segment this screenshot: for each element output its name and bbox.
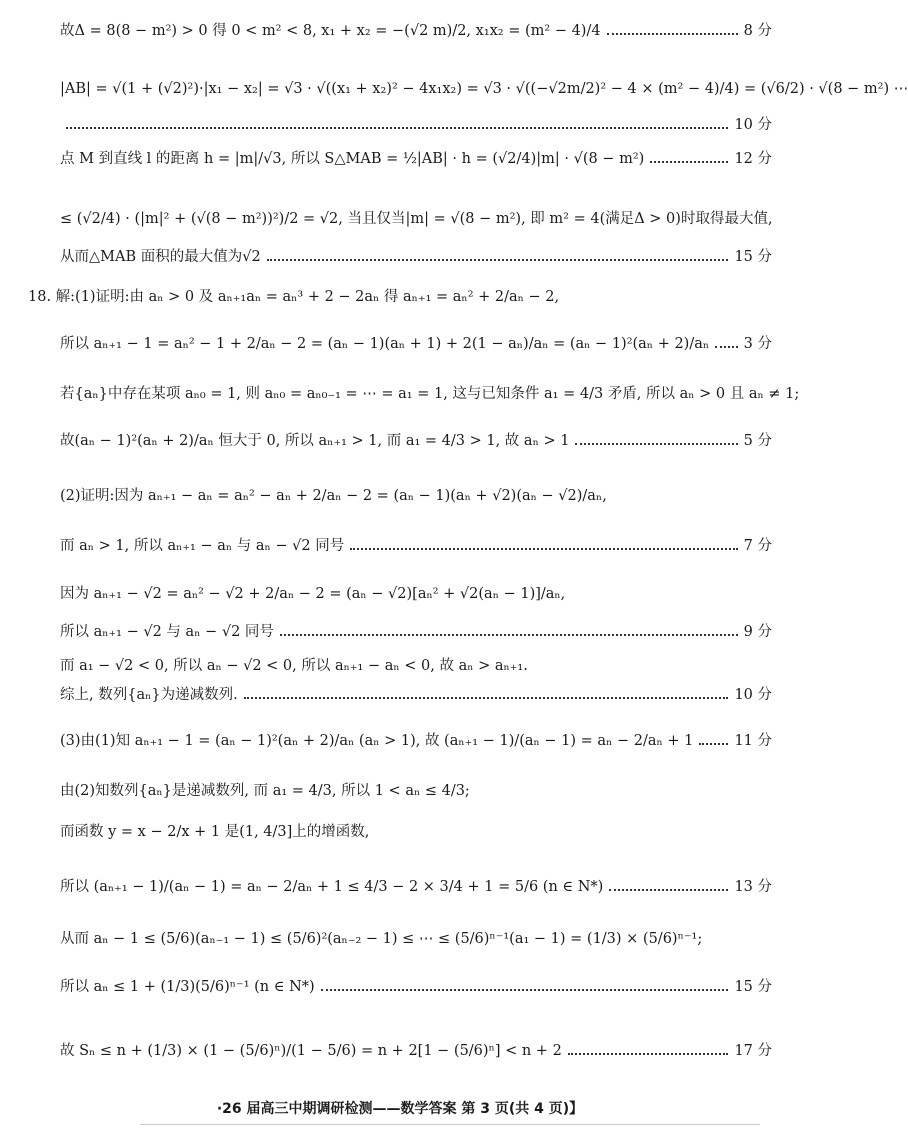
solution-line: [60, 248, 772, 266]
line-text: 若{aₙ}中存在某项 aₙ₀ = 1, 则 aₙ₀ = aₙ₀₋₁ = ⋯ = a₁ = 1, 这与已知条件 a₁ = 4/3 矛盾, 所以 aₙ > 0 且 aₙ ≠ 1;: [60, 386, 800, 402]
line-text: 故 Sₙ ≤ n + (1/3) × (1 − (5/6)ⁿ)/(1 − 5/6) = n + 2[1 − (5/6)ⁿ] < n + 2: [60, 1043, 562, 1059]
line-text: 所以 aₙ₊₁ − √2 与 aₙ − √2 同号: [60, 624, 274, 640]
dot-leader: [650, 161, 728, 163]
line-text: 所以 aₙ ≤ 1 + (1/3)(5/6)ⁿ⁻¹ (n ∈ N*): [60, 979, 315, 995]
line-text: 所以 (aₙ₊₁ − 1)/(aₙ − 1) = aₙ − 2/aₙ + 1 ≤ 4/3 − 2 × 3/4 + 1 = 5/6 (n ∈ N*): [60, 879, 604, 895]
line-text: (2)证明:因为 aₙ₊₁ − aₙ = aₙ² − aₙ + 2/aₙ − 2 = (aₙ − 1)(aₙ + √2)(aₙ − √2)/aₙ,: [60, 488, 607, 504]
dot-leader: [350, 548, 737, 550]
score-label: 3 分: [743, 336, 772, 352]
score-label: 11 分: [734, 733, 772, 749]
score-label: 8 分: [743, 23, 772, 39]
score-label: 12 分: [734, 151, 772, 167]
line-text: ≤ (√2/4) · (|m|² + (√(8 − m²))²)/2 = √2, 当且仅当|m| = √(8 − m²), 即 m² = 4(满足Δ > 0)时取得最大值,: [60, 211, 773, 227]
line-text: 故(aₙ − 1)²(aₙ + 2)/aₙ 恒大于 0, 所以 aₙ₊₁ > 1, 而 a₁ = 4/3 > 1, 故 aₙ > 1: [60, 433, 570, 449]
line-text: 从而△MAB 面积的最大值为√2: [60, 249, 261, 265]
solution-line: [60, 732, 772, 750]
solution-line: [60, 432, 772, 450]
score-label: 5 分: [743, 433, 772, 449]
line-text: 综上, 数列{aₙ}为递减数列.: [60, 687, 238, 703]
dot-leader: [568, 1053, 729, 1055]
dot-leader: [609, 889, 728, 891]
solution-line: [60, 878, 772, 896]
solution-line: [60, 22, 772, 40]
solution-line: [60, 823, 772, 841]
line-text: |AB| = √(1 + (√2)²)·|x₁ − x₂| = √3 · √((x₁ + x₂)² − 4x₁x₂) = √3 · √((−√2m/2)² − 4 × (m² − 4)/4) = (√6/2) · √(8 − m²) ⋯: [60, 81, 908, 97]
solution-line: [60, 657, 772, 675]
page-footer: ·26 届高三中期调研检测——数学答案 第 3 页(共 4 页)】: [216, 1101, 584, 1117]
dot-leader: [575, 443, 737, 445]
score-label: 15 分: [734, 249, 772, 265]
solution-line: [60, 385, 800, 403]
solution-line: [60, 537, 772, 555]
dot-leader: [280, 634, 738, 636]
solution-line: [60, 585, 772, 603]
line-text: 18. 解:(1)证明:由 aₙ > 0 及 aₙ₊₁aₙ = aₙ³ + 2 − 2aₙ 得 aₙ₊₁ = aₙ² + 2/aₙ − 2,: [28, 289, 560, 305]
line-text: 因为 aₙ₊₁ − √2 = aₙ² − √2 + 2/aₙ − 2 = (aₙ − √2)[aₙ² + √2(aₙ − 1)]/aₙ,: [60, 586, 566, 602]
line-text: 故Δ = 8(8 − m²) > 0 得 0 < m² < 8, x₁ + x₂ = −(√2 m)/2, x₁x₂ = (m² − 4)/4: [60, 23, 601, 39]
dot-leader: [66, 127, 728, 129]
score-label: 10 分: [734, 117, 772, 133]
solution-line: [60, 487, 772, 505]
solution-line: [60, 150, 772, 168]
dot-leader: [715, 346, 738, 348]
line-text: 从而 aₙ − 1 ≤ (5/6)(aₙ₋₁ − 1) ≤ (5/6)²(aₙ₋₂ − 1) ≤ ⋯ ≤ (5/6)ⁿ⁻¹(a₁ − 1) = (1/3) × (5/6)ⁿ⁻¹;: [60, 931, 703, 947]
score-label: 17 分: [734, 1043, 772, 1059]
solution-line: [60, 978, 772, 996]
solution-line: [60, 782, 772, 800]
line-text: 点 M 到直线 l 的距离 h = |m|/√3, 所以 S△MAB = ½|AB| · h = (√2/4)|m| · √(8 − m²): [60, 151, 645, 167]
line-text: 而函数 y = x − 2/x + 1 是(1, 4/3]上的增函数,: [60, 824, 370, 840]
line-text: 而 a₁ − √2 < 0, 所以 aₙ − √2 < 0, 所以 aₙ₊₁ − aₙ < 0, 故 aₙ > aₙ₊₁.: [60, 658, 528, 674]
line-text: 所以 aₙ₊₁ − 1 = aₙ² − 1 + 2/aₙ − 2 = (aₙ − 1)(aₙ + 1) + 2(1 − aₙ)/aₙ = (aₙ − 1)²(aₙ + 2)/aₙ: [60, 336, 710, 352]
line-text: 由(2)知数列{aₙ}是递减数列, 而 a₁ = 4/3, 所以 1 < aₙ ≤ 4/3;: [60, 783, 470, 799]
solution-line: [60, 116, 772, 134]
solution-line: [60, 335, 772, 353]
solution-line: [60, 210, 772, 228]
solution-line: [60, 686, 772, 704]
dot-leader: [244, 697, 729, 699]
dot-leader: [699, 743, 728, 745]
solution-line: [60, 930, 772, 948]
dot-leader: [607, 33, 738, 35]
solution-line: [28, 288, 772, 306]
solution-line: [60, 1042, 772, 1060]
dot-leader: [321, 989, 729, 991]
score-label: 15 分: [734, 979, 772, 995]
bottom-rule: [140, 1124, 760, 1125]
solution-line: [60, 80, 908, 98]
score-label: 10 分: [734, 687, 772, 703]
line-text: 而 aₙ > 1, 所以 aₙ₊₁ − aₙ 与 aₙ − √2 同号: [60, 538, 345, 554]
score-label: 9 分: [743, 624, 772, 640]
line-text: (3)由(1)知 aₙ₊₁ − 1 = (aₙ − 1)²(aₙ + 2)/aₙ (aₙ > 1), 故 (aₙ₊₁ − 1)/(aₙ − 1) = aₙ − 2/aₙ + 1: [60, 733, 694, 749]
score-label: 13 分: [734, 879, 772, 895]
dot-leader: [267, 259, 729, 261]
solution-line: [60, 623, 772, 641]
score-label: 7 分: [743, 538, 772, 554]
